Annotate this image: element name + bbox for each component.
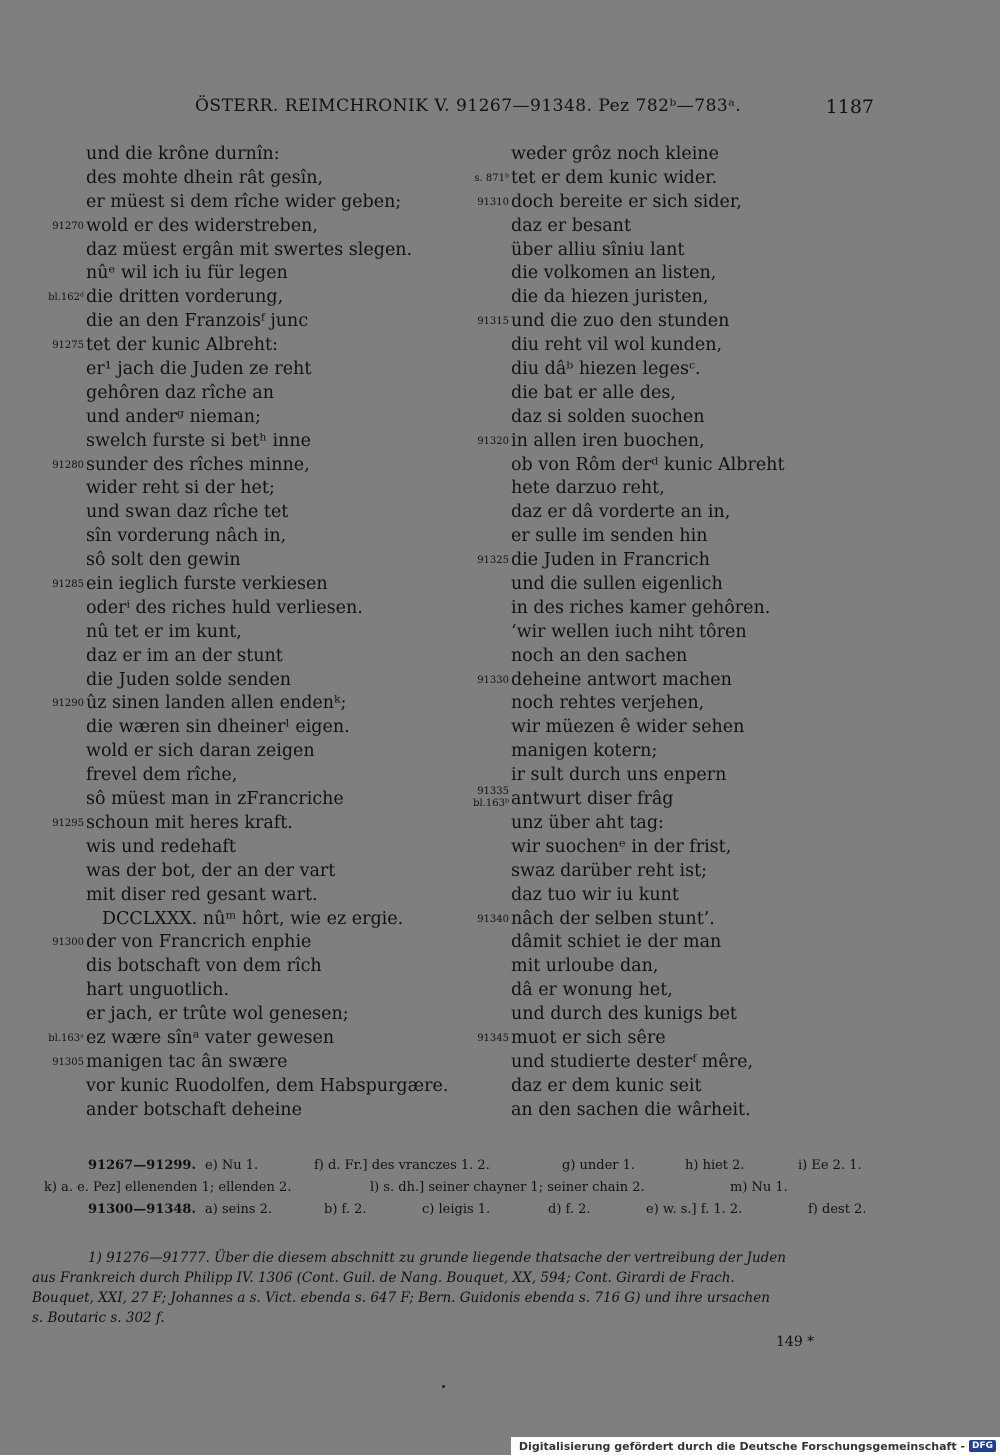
verse-line <box>455 764 875 788</box>
variant-note: b) f. 2. <box>324 1202 367 1217</box>
variant-note: a) seins 2. <box>205 1202 273 1217</box>
verse-line <box>455 239 875 263</box>
verse-line <box>30 931 470 955</box>
verse-text: dâmit schiet ie der man <box>511 932 722 953</box>
line-number: 91270 <box>52 220 84 232</box>
verse-text: und studierte desterᶠ mêre, <box>511 1051 754 1072</box>
verse-line <box>455 167 875 191</box>
variant-note-row <box>32 1155 877 1177</box>
verse-line <box>30 334 470 358</box>
verse-line <box>455 549 875 573</box>
verse-text: schoun mit heres kraft. <box>86 812 293 833</box>
verse-line <box>30 1075 470 1099</box>
variant-note: f) d. Fr.] des vranczes 1. 2. <box>314 1158 490 1173</box>
verse-text: hete darzuo reht, <box>511 478 665 499</box>
dfg-credit-bar[interactable] <box>511 1437 1000 1455</box>
verse-text: und die sullen eigenlich <box>511 574 723 595</box>
line-number: 91325 <box>477 555 509 567</box>
verse-line <box>455 908 875 932</box>
line-number: 91340 <box>477 913 509 925</box>
verse-text: die Juden in Francrich <box>511 550 710 571</box>
verse-text: tet der kunic Albreht: <box>86 335 278 356</box>
line-number: 91280 <box>52 459 84 471</box>
page-header <box>0 96 1000 126</box>
verse-line <box>30 1003 470 1027</box>
verse-text: ein ieglich furste verkiesen <box>86 574 328 595</box>
line-number: 91345 <box>477 1032 509 1044</box>
verse-line <box>455 262 875 286</box>
verse-line <box>30 860 470 884</box>
verse-text: die wæren sin dheinerˡ eigen. <box>86 717 350 738</box>
verse-line <box>455 477 875 501</box>
right-verse-column <box>455 143 875 1123</box>
variant-note: k) a. e. Pez] ellenenden 1; ellenden 2. <box>44 1180 292 1195</box>
verse-line <box>455 669 875 693</box>
verse-line <box>455 286 875 310</box>
verse-text: die da hiezen juristen, <box>511 287 709 308</box>
verse-line <box>30 955 470 979</box>
verse-line <box>30 1051 470 1075</box>
verse-line <box>455 501 875 525</box>
verse-line <box>455 454 875 478</box>
verse-text: manigen tac ân swære <box>86 1051 288 1072</box>
verse-text: in allen iren buochen, <box>511 430 705 451</box>
verse-line <box>455 645 875 669</box>
verse-line <box>455 788 875 812</box>
verse-line <box>30 501 470 525</box>
verse-text: er jach, er trûte wol genesen; <box>86 1004 349 1025</box>
verse-line <box>30 669 470 693</box>
verse-text: daz er im an der stunt <box>86 645 283 666</box>
verse-text: nûᵉ wil ich iu für legen <box>86 263 288 284</box>
line-number: 91320 <box>477 435 509 447</box>
variant-note: l) s. dh.] seiner chayner 1; seiner chain 2. <box>370 1180 645 1195</box>
verse-text: swaz darüber reht ist; <box>511 860 708 881</box>
verse-text: dâ er wonung het, <box>511 980 673 1001</box>
verse-text: ez wære sînᵃ vater gewesen <box>86 1027 335 1048</box>
verse-line <box>455 955 875 979</box>
verse-line <box>30 1027 470 1051</box>
verse-line <box>455 191 875 215</box>
verse-line <box>455 812 875 836</box>
verse-text: hart unguotlich. <box>86 980 230 1001</box>
variant-note: d) f. 2. <box>548 1202 591 1217</box>
verse-text: daz tuo wir iu kunt <box>511 884 679 905</box>
verse-text: die dritten vorderung, <box>86 287 284 308</box>
variant-note: c) leigis 1. <box>422 1202 491 1217</box>
footnote-line: 1) 91276—91777. Über die diesem abschnitt zu grunde liegende thatsache der vertreibung der Juden <box>88 1250 786 1266</box>
verse-text: DCCLXXX. nûᵐ hôrt, wie ez ergie. <box>102 908 404 929</box>
verse-line <box>455 740 875 764</box>
verse-text: und die zuo den stunden <box>511 311 730 332</box>
verse-text: frevel dem rîche, <box>86 765 238 786</box>
verse-text: nû tet er im kunt, <box>86 621 242 642</box>
verse-line <box>30 597 470 621</box>
verse-text: vor kunic Ruodolfen, dem Habspurgære. <box>86 1075 449 1096</box>
verse-text: in des riches kamer gehôren. <box>511 597 771 618</box>
verse-text: diu dâᵇ hiezen legesᶜ. <box>511 359 701 380</box>
verse-text: sô solt den gewin <box>86 550 241 571</box>
verse-line <box>30 525 470 549</box>
verse-text: sô müest man in zFrancriche <box>86 789 344 810</box>
verse-line <box>455 430 875 454</box>
verse-text: die Juden solde senden <box>86 669 292 690</box>
verse-text: gehôren daz rîche an <box>86 382 274 403</box>
dfg-credit-text: Digitalisierung gefördert durch die Deutsche Forschungsgemeinschaft - <box>518 1439 965 1453</box>
line-number: 91330 <box>477 674 509 686</box>
line-number: 91315 <box>477 316 509 328</box>
dfg-logo: DFG <box>969 1440 996 1452</box>
verse-line <box>30 358 470 382</box>
verse-line <box>30 262 470 286</box>
verse-text: und swan daz rîche tet <box>86 502 289 523</box>
verse-text: sîn vorderung nâch in, <box>86 526 287 547</box>
footnote-line: aus Frankreich durch Philipp IV. 1306 (Cont. Guil. de Nang. Bouquet, XX, 594; Cont. Girardi de Frach. <box>32 1270 735 1286</box>
verse-text: die volkomen an listen, <box>511 263 717 284</box>
verse-text: swelch furste si betʰ inne <box>86 430 311 451</box>
verse-line <box>30 406 470 430</box>
verse-text: die an den Franzoisᶠ junc <box>86 311 309 332</box>
verse-line <box>30 740 470 764</box>
verse-text: wold er sich daran zeigen <box>86 741 315 762</box>
verse-line <box>455 979 875 1003</box>
verse-line <box>30 908 470 932</box>
verse-line <box>30 191 470 215</box>
verse-line <box>455 621 875 645</box>
verse-line <box>455 836 875 860</box>
verse-line <box>30 549 470 573</box>
verse-text: und die krône durnîn: <box>86 144 280 164</box>
verse-line <box>455 382 875 406</box>
page-number: 1187 <box>825 96 874 118</box>
verse-line <box>455 1003 875 1027</box>
verse-line <box>455 1075 875 1099</box>
verse-text: unz über aht tag: <box>511 812 664 833</box>
verse-text: manigen kotern; <box>511 741 658 762</box>
verse-text: der von Francrich enphie <box>86 932 312 953</box>
line-number: 91275 <box>52 340 84 352</box>
verse-text: daz müest ergân mit swertes slegen. <box>86 239 413 260</box>
verse-text: ob von Rôm derᵈ kunic Albreht <box>511 454 785 475</box>
footnote <box>32 1248 877 1328</box>
verse-line <box>30 788 470 812</box>
verse-line <box>30 573 470 597</box>
verse-line <box>30 836 470 860</box>
verse-line <box>30 812 470 836</box>
variant-note-row <box>32 1177 877 1199</box>
verse-line <box>455 310 875 334</box>
verse-text: muot er sich sêre <box>511 1027 666 1048</box>
verse-text: an den sachen die wârheit. <box>511 1099 751 1120</box>
line-number: 91300 <box>52 937 84 949</box>
page-dot <box>442 1385 445 1388</box>
verse-line <box>30 382 470 406</box>
verse-line <box>30 692 470 716</box>
line-number: 91335 bl.163ᵇ <box>473 786 509 810</box>
verse-line <box>455 1051 875 1075</box>
variant-note: i) Ee 2. 1. <box>798 1158 862 1173</box>
verse-line <box>30 764 470 788</box>
variant-note: e) Nu 1. <box>205 1158 259 1173</box>
verse-line <box>455 358 875 382</box>
verse-text: ander botschaft deheine <box>86 1099 302 1120</box>
verse-line <box>30 167 470 191</box>
verse-text: noch rehtes verjehen, <box>511 693 705 714</box>
verse-line <box>455 143 875 167</box>
verse-line <box>30 454 470 478</box>
verse-line <box>30 430 470 454</box>
verse-line <box>455 573 875 597</box>
verse-line <box>30 645 470 669</box>
verse-line <box>30 143 470 167</box>
verse-line <box>455 860 875 884</box>
verse-line <box>455 692 875 716</box>
verse-line <box>455 1099 875 1123</box>
verse-line <box>30 1099 470 1123</box>
verse-line <box>455 1027 875 1051</box>
verse-text: er müest si dem rîche wider geben; <box>86 191 402 212</box>
verse-text: nâch der selben stunt’. <box>511 908 715 929</box>
verse-line <box>455 931 875 955</box>
variant-range: 91300—91348. <box>88 1202 196 1217</box>
verse-text: wir suochenᵉ in der frist, <box>511 836 732 857</box>
verse-text: des mohte dhein rât gesîn, <box>86 167 324 188</box>
verse-line <box>30 310 470 334</box>
verse-line <box>30 621 470 645</box>
verse-text: tet er dem kunic wider. <box>511 167 718 188</box>
verse-line <box>455 525 875 549</box>
footnote-line: s. Boutaric s. 302 f. <box>32 1310 165 1326</box>
line-number: 91305 <box>52 1056 84 1068</box>
verse-line <box>30 215 470 239</box>
verse-line <box>455 334 875 358</box>
verse-line <box>30 716 470 740</box>
verse-text: doch bereite er sich sider, <box>511 191 742 212</box>
verse-line <box>30 286 470 310</box>
variant-note-row <box>32 1199 877 1221</box>
signature-mark: 149 * <box>776 1334 815 1350</box>
verse-text: oderⁱ des riches huld verliesen. <box>86 597 363 618</box>
line-number: 91285 <box>52 579 84 591</box>
verse-text: antwurt diser frâg <box>511 789 674 810</box>
line-number: bl.163ᵃ <box>48 1032 84 1044</box>
verse-text: ‘wir wellen iuch niht tôren <box>511 621 747 642</box>
verse-text: daz si solden suochen <box>511 406 705 427</box>
line-number: s. 871ᵇ <box>474 172 509 184</box>
verse-line <box>455 406 875 430</box>
verse-line <box>30 884 470 908</box>
verse-text: weder grôz noch kleine <box>511 144 719 164</box>
verse-line <box>455 884 875 908</box>
variant-note: e) w. s.] f. 1. 2. <box>646 1202 743 1217</box>
variant-note: g) under 1. <box>562 1158 636 1173</box>
verse-text: mit urloube dan, <box>511 956 659 977</box>
verse-text: wis und redehaft <box>86 836 236 857</box>
verse-line <box>30 239 470 263</box>
verse-text: daz er dâ vorderte an in, <box>511 502 731 523</box>
variant-note: h) hiet 2. <box>685 1158 745 1173</box>
variant-note: f) dest 2. <box>808 1202 867 1217</box>
verse-text: ûz sinen landen allen endenᵏ; <box>86 693 347 714</box>
line-number: bl.162ᵈ <box>48 292 84 304</box>
verse-text: wider reht si der het; <box>86 478 275 499</box>
verse-text: daz er besant <box>511 215 631 236</box>
verse-line <box>30 979 470 1003</box>
verse-text: dis botschaft von dem rîch <box>86 956 322 977</box>
verse-text: er sulle im senden hin <box>511 526 708 547</box>
verse-text: und anderᵍ nieman; <box>86 406 261 427</box>
verse-text: er¹ jach die Juden ze reht <box>86 359 312 380</box>
footnote-line: Bouquet, XXI, 27 F; Johannes a s. Vict. ebenda s. 647 F; Bern. Guidonis ebenda s. 716 G) und ihre ursachen <box>32 1290 770 1306</box>
verse-text: wir müezen ê wider sehen <box>511 717 745 738</box>
verse-text: und durch des kunigs bet <box>511 1004 737 1025</box>
line-number: 91310 <box>477 196 509 208</box>
verse-text: sunder des rîches minne, <box>86 454 310 475</box>
verse-text: noch an den sachen <box>511 645 688 666</box>
verse-text: wold er des widerstreben, <box>86 215 318 236</box>
verse-text: die bat er alle des, <box>511 382 676 403</box>
variant-range: 91267—91299. <box>88 1158 196 1173</box>
verse-text: mit diser red gesant wart. <box>86 884 318 905</box>
verse-text: was der bot, der an der vart <box>86 860 336 881</box>
verse-line <box>30 477 470 501</box>
verse-line <box>455 215 875 239</box>
verse-text: deheine antwort machen <box>511 669 732 690</box>
variant-note: m) Nu 1. <box>730 1180 788 1195</box>
verse-text: ir sult durch uns enpern <box>511 765 727 786</box>
left-verse-column <box>30 143 470 1123</box>
verse-line <box>455 716 875 740</box>
line-number: 91295 <box>52 817 84 829</box>
verse-line <box>455 597 875 621</box>
running-title: ÖSTERR. REIMCHRONIK V. 91267—91348. Pez 782ᵇ—783ᵃ. <box>195 96 742 116</box>
variant-notes <box>32 1155 877 1221</box>
line-number: 91290 <box>52 698 84 710</box>
verse-text: daz er dem kunic seit <box>511 1075 702 1096</box>
verse-text: diu reht vil wol kunden, <box>511 335 723 356</box>
verse-text: über alliu sîniu lant <box>511 239 685 260</box>
